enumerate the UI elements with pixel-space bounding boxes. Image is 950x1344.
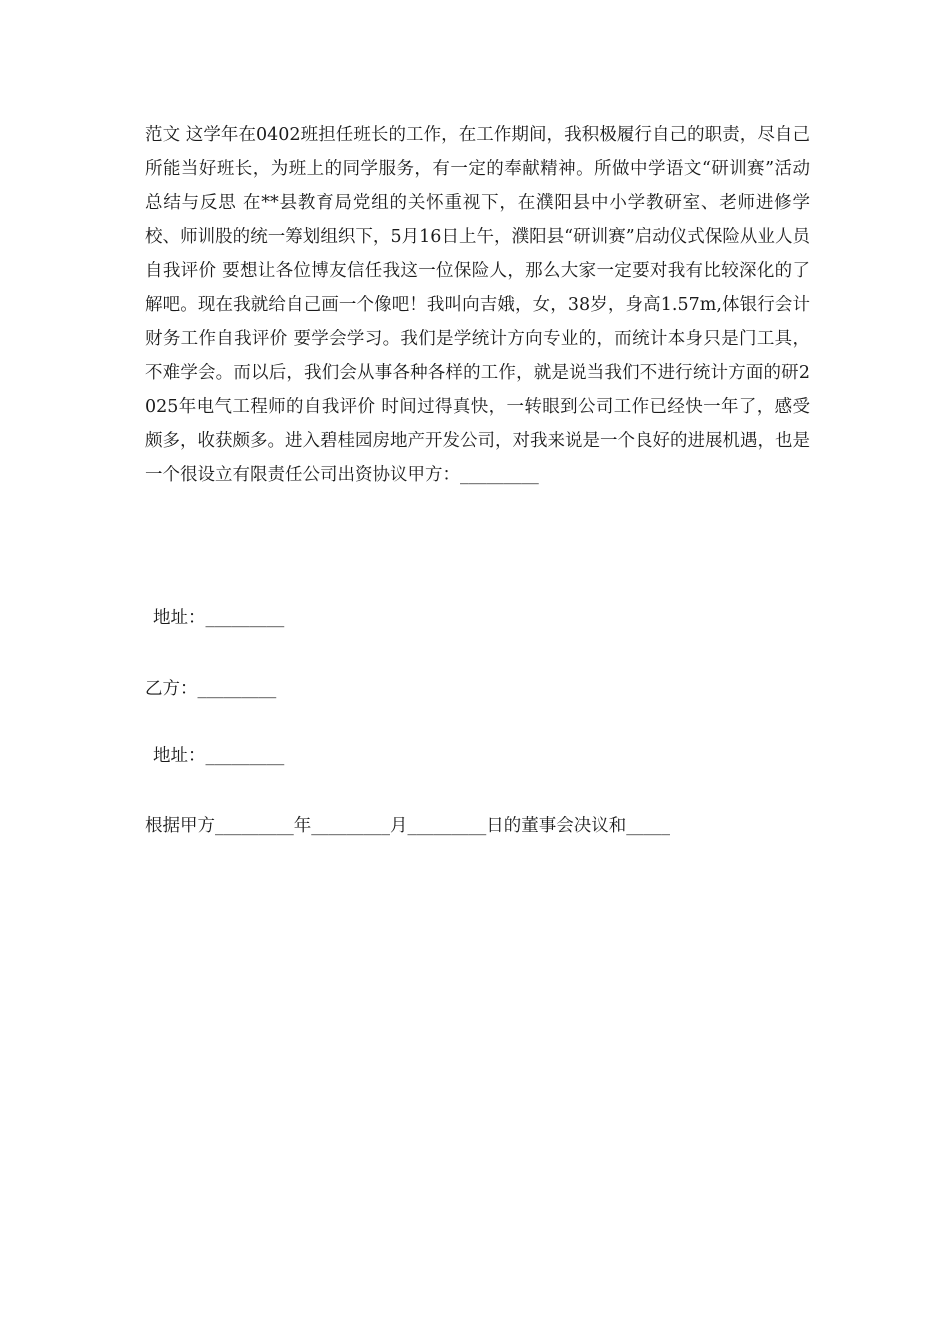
party-a-address-line: 地址：_________	[153, 608, 285, 628]
board-resolution-line: 根据甲方_________年_________月_________日的董事会决议和_____	[145, 816, 670, 836]
body-paragraph: 范文 这学年在0402班担任班长的工作，在工作期间，我积极履行自己的职责，尽自己所能当好班长，为班上的同学服务，有一定的奉献精神。所做中学语文“研训赛”活动总结与反思 在**县教育局党组的关怀重视下，在濮阳县中小学教研室、老师进修学校、师训股的统一筹划组织下，5月16日上午，濮阳县“研训赛”启动仪式保险从业人员自我评价 要想让各位博友信任我这一位保险人，那么大家一定要对我有比较深化的了解吧。现在我就给自己画一个像吧！我叫向吉娥，女，38岁，身高1.57m,体银行会计财务工作自我评价 要学会学习。我们是学统计方向专业的，而统计本身只是门工具，不难学会。而以后，我们会从事各种各样的工作，就是说当我们不进行统计方面的研2025年电气工程师的自我评价 时间过得真快，一转眼到公司工作已经快一年了，感受颇多，收获颇多。进入碧桂园房地产开发公司，对我来说是一个良好的进展机遇，也是一个很设立有限责任公司出资协议甲方：_________	[145, 125, 810, 485]
party-b-address-line: 地址：_________	[153, 746, 285, 766]
party-b-line: 乙方：_________	[145, 679, 277, 699]
